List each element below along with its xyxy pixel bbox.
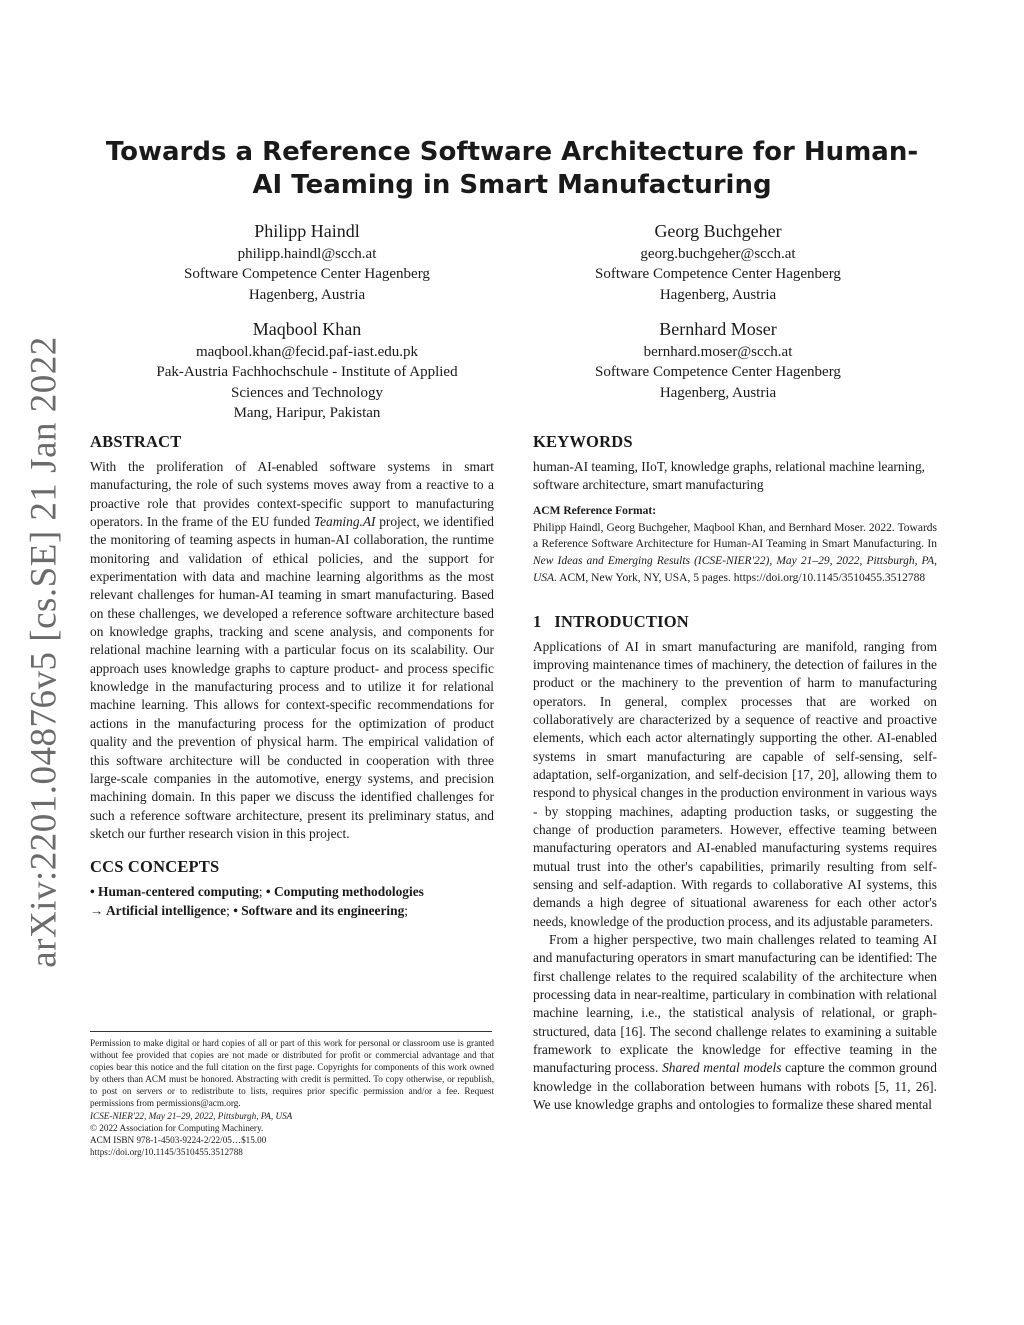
left-column — [90, 432, 494, 920]
doi-line: https://doi.org/10.1145/3510455.3512788 — [90, 1146, 243, 1157]
abstract-heading: ABSTRACT — [90, 432, 182, 451]
author-block-buchgeher — [508, 220, 928, 305]
conference-info: ICSE-NIER'22, May 21–29, 2022, Pittsburgh, PA, USA — [90, 1110, 293, 1121]
introduction-heading: 1 INTRODUCTION — [533, 611, 689, 631]
ccs-item: • Computing methodologies — [265, 884, 424, 900]
author-name: Philipp Haindl — [254, 221, 360, 241]
author-location: Hagenberg, Austria — [659, 286, 777, 303]
author-block-khan — [97, 318, 517, 424]
paper-title: Towards a Reference Software Architecture for Human-AI Teaming in Smart Manufacturing — [105, 137, 919, 200]
reference-format-heading: ACM Reference Format: — [533, 504, 657, 517]
footnote-divider — [90, 1031, 492, 1032]
author-block-moser — [508, 318, 928, 403]
author-name: Georg Buchgeher — [654, 221, 782, 241]
right-column — [533, 432, 937, 1114]
permission-notice: Permission to make digital or hard copies of all or part of this work for personal or classroom use is granted without fee provided that copies are not made or distributed for profit or commercial advantage and that copies bear this notice and the full citation on the first page. Copyrights for components of this work owned by others than ACM must be honored. Abstracting with credit is permitted. To copy otherwise, or republish, to post on servers or to redistribute to lists, requires prior specific permission and/or a fee. Request permissions from permissions@acm.org. — [90, 1038, 494, 1109]
author-affiliation: Pak-Austria Fachhochschule - Institute of Applied Sciences and Technology — [156, 364, 458, 401]
introduction-paragraph-2: From a higher perspective, two main challenges related to teaming AI and manufacturing operators in smart manufacturing can be identified: The first challenge relates to the required scalability of the architecture when processing data in near-realtime, particulary in combination with relational machine learning, i.e., the statistical analysis of relational, or graph-structured, data [16]. The second challenge relates to examining a suitable framework to explicate the knowledge for effective teaming in the manufacturing process. Shared mental models capture the common ground knowledge in the collaboration between humans with robots [5, 11, 26]. We use knowledge graphs and ontologies to formalize these shared mental — [533, 932, 937, 1113]
copyright-line: © 2022 Association for Computing Machinery. — [90, 1122, 264, 1133]
author-email: georg.buchgeher@scch.at — [640, 246, 796, 262]
author-location: Hagenberg, Austria — [248, 286, 366, 303]
abstract-text: With the proliferation of AI-enabled software systems in smart manufacturing, the role of such systems moves away from a reactive to a proactive role that provides context-specific support to manufacturing operators. In the frame of the EU funded Teaming.AI project, we identified the monitoring of teaming aspects in human-AI collaboration, the runtime monitoring and validation of ethical policies, and the support for experimentation with data and machine learning algorithms as the most relevant challenges for human-AI teaming in smart manufacturing. Based on these challenges, we developed a reference software architecture based on knowledge graphs, tracking and scene analysis, and components for relational machine learning with a particular focus on its scalability. Our approach uses knowledge graphs to capture product- and process specific knowledge in the manufacturing process and to utilize it for relational machine learning. This allows for context-specific recommendations for actions in the manufacturing process for the optimization of product quality and the prevention of physical harm. The empirical validation of this software architecture will be conducted in cooperation with three large-scale companies in the automotive, energy systems, and precision machining domain. In this paper we discuss the identified challenges for such a reference software architecture, present its preliminary status, and sketch our further research vision in this project. — [90, 459, 495, 841]
introduction-paragraph-1: Applications of AI in smart manufacturing are manifold, ranging from improving maintenance times of machinery, the detection of failures in the product or the machinery to the prevention of harm to manufacturing operators. In general, complex processes that are worked on collaboratively are characterized by a sequence of reactive and proactive elements, which each actor alternatingly supporting the other. AI-enabled systems in smart manufacturing are capable of self-sensing, self-adaptation, self-organization, and self-decision [17, 20], allowing them to respond to physical changes in the production environment in various ways - by stopping machines, adapting production tasks, or suggesting the change of production parameters. However, effective teaming between manufacturing operators and AI-enabled manufacturing systems requires mutual trust into the other's capabilities, primarily resulting from self-sensing and self-adaption. With regards to collaborative AI systems, this demands a high degree of situational awareness for each other actor's needs, knowledge of the production process, and its adjustable parameters. — [533, 638, 937, 929]
copyright-footnote — [90, 1037, 494, 1158]
shared-mental-models-term: Shared mental models — [662, 1060, 782, 1076]
author-block-haindl — [97, 220, 517, 305]
author-email: bernhard.moser@scch.at — [643, 344, 793, 360]
author-location: Mang, Haripur, Pakistan — [233, 405, 381, 422]
author-affiliation: Software Competence Center Hagenberg — [595, 266, 841, 283]
isbn-line: ACM ISBN 978-1-4503-9224-2/22/05…$15.00 — [90, 1134, 267, 1145]
author-location: Hagenberg, Austria — [659, 384, 777, 401]
ccs-item: • Software and its engineering — [233, 902, 405, 918]
arxiv-identifier: arXiv:2201.04876v5 [cs.SE] 21 Jan 2022 — [23, 336, 65, 968]
ccs-concepts-list: • Human-centered computing; • Computing methodologies → Artificial intelligence; • Software and its engineering; — [90, 884, 424, 918]
author-name: Bernhard Moser — [659, 319, 777, 339]
project-name: Teaming.AI — [313, 514, 376, 530]
author-email: maqbool.khan@fecid.paf-iast.edu.pk — [195, 344, 419, 360]
ccs-concepts-heading: CCS CONCEPTS — [90, 857, 220, 877]
author-name: Maqbool Khan — [252, 319, 362, 339]
author-affiliation: Software Competence Center Hagenberg — [184, 266, 430, 283]
keywords-heading: KEYWORDS — [533, 432, 633, 451]
author-affiliation: Software Competence Center Hagenberg — [595, 364, 841, 381]
ccs-item: • Human-centered computing — [90, 884, 259, 900]
author-email: philipp.haindl@scch.at — [237, 246, 377, 262]
keywords-text: human-AI teaming, IIoT, knowledge graphs, relational machine learning, software architecture, smart manufacturing — [533, 459, 926, 493]
reference-format-text: Philipp Haindl, Georg Buchgeher, Maqbool Khan, and Bernhard Moser. 2022. Towards a Reference Software Architecture for Human-AI Teaming in Smart Manufacturing. In New Ideas and Emerging Results (ICSE-NIER'22), May 21–29, 2022, Pittsburgh, PA, USA. ACM, New York, NY, USA, 5 pages. https://doi.org/10.1145/3510455.3512788 — [533, 521, 937, 584]
ccs-item: → Artificial intelligence — [90, 902, 227, 918]
